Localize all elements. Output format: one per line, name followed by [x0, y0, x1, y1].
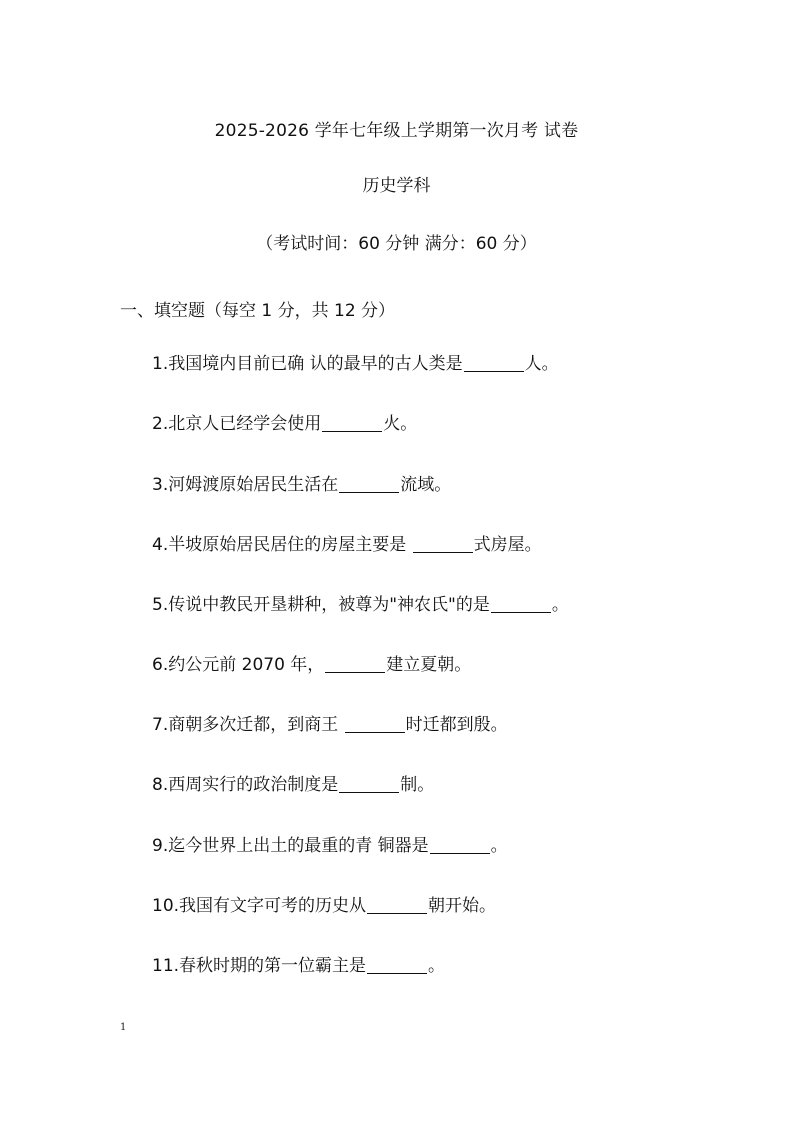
question-text: 9.迄今世界上出土的最重的青 铜器是: [152, 836, 429, 856]
exam-subject: 历史学科: [362, 176, 431, 196]
question-item: [152, 891, 496, 916]
question-text-end: 时迁都到殷。: [405, 715, 508, 735]
answer-blank: [413, 535, 473, 553]
question-text-end: 朝开始。: [428, 896, 497, 916]
question-text-end: 流域。: [400, 475, 452, 495]
answer-blank: [325, 655, 385, 673]
question-text-end: 制。: [400, 775, 435, 795]
question-text: 4.半坡原始居民居住的房屋主要是: [152, 535, 412, 555]
question-item: [152, 409, 417, 434]
question-item: [152, 470, 451, 495]
question-text: 5.传说中教民开垦耕种，被尊为"神农氏"的是: [152, 595, 490, 615]
answer-blank: [339, 475, 399, 493]
question-item: [152, 770, 434, 795]
question-text-end: 式房屋。: [473, 535, 542, 555]
question-text: 2.北京人已经学会使用: [152, 414, 322, 434]
answer-blank: [430, 836, 490, 854]
question-text-end: 。: [428, 956, 446, 976]
question-text-end: 。: [490, 836, 508, 856]
answer-blank: [345, 715, 405, 733]
question-text: 6.约公元前 2070 年，: [152, 655, 325, 675]
question-text: 1.我国境内目前已确 认的最早的古人类是: [152, 354, 463, 374]
answer-blank: [322, 414, 382, 432]
answer-blank: [339, 775, 399, 793]
answer-blank: [491, 595, 551, 613]
question-text: 7.商朝多次迁都，到商王: [152, 715, 344, 735]
answer-blank: [367, 956, 427, 974]
page-number: 1: [120, 1022, 127, 1033]
question-item: [152, 530, 542, 555]
question-item: [152, 951, 445, 976]
exam-info: （考试时间：60 分钟 满分：60 分）: [256, 234, 537, 254]
question-text: 3.河姆渡原始居民生活在: [152, 475, 339, 495]
question-text: 8.西周实行的政治制度是: [152, 775, 339, 795]
question-text: 11.春秋时期的第一位霸主是: [152, 956, 367, 976]
question-item: [152, 349, 559, 374]
question-item: [152, 590, 569, 615]
section-heading: 一、填空题（每空 1 分，共 12 分）: [120, 301, 396, 321]
exam-title: 2025-2026 学年七年级上学期第一次月考 试卷: [214, 121, 579, 141]
question-item: [152, 710, 508, 735]
question-text-end: 人。: [524, 354, 559, 374]
question-text-end: 火。: [383, 414, 418, 434]
answer-blank: [464, 354, 524, 372]
question-text-end: 建立夏朝。: [386, 655, 472, 675]
question-text: 10.我国有文字可考的历史从: [152, 896, 367, 916]
question-text-end: 。: [551, 595, 569, 615]
answer-blank: [367, 896, 427, 914]
question-item: [152, 831, 508, 856]
question-item: [152, 650, 471, 675]
